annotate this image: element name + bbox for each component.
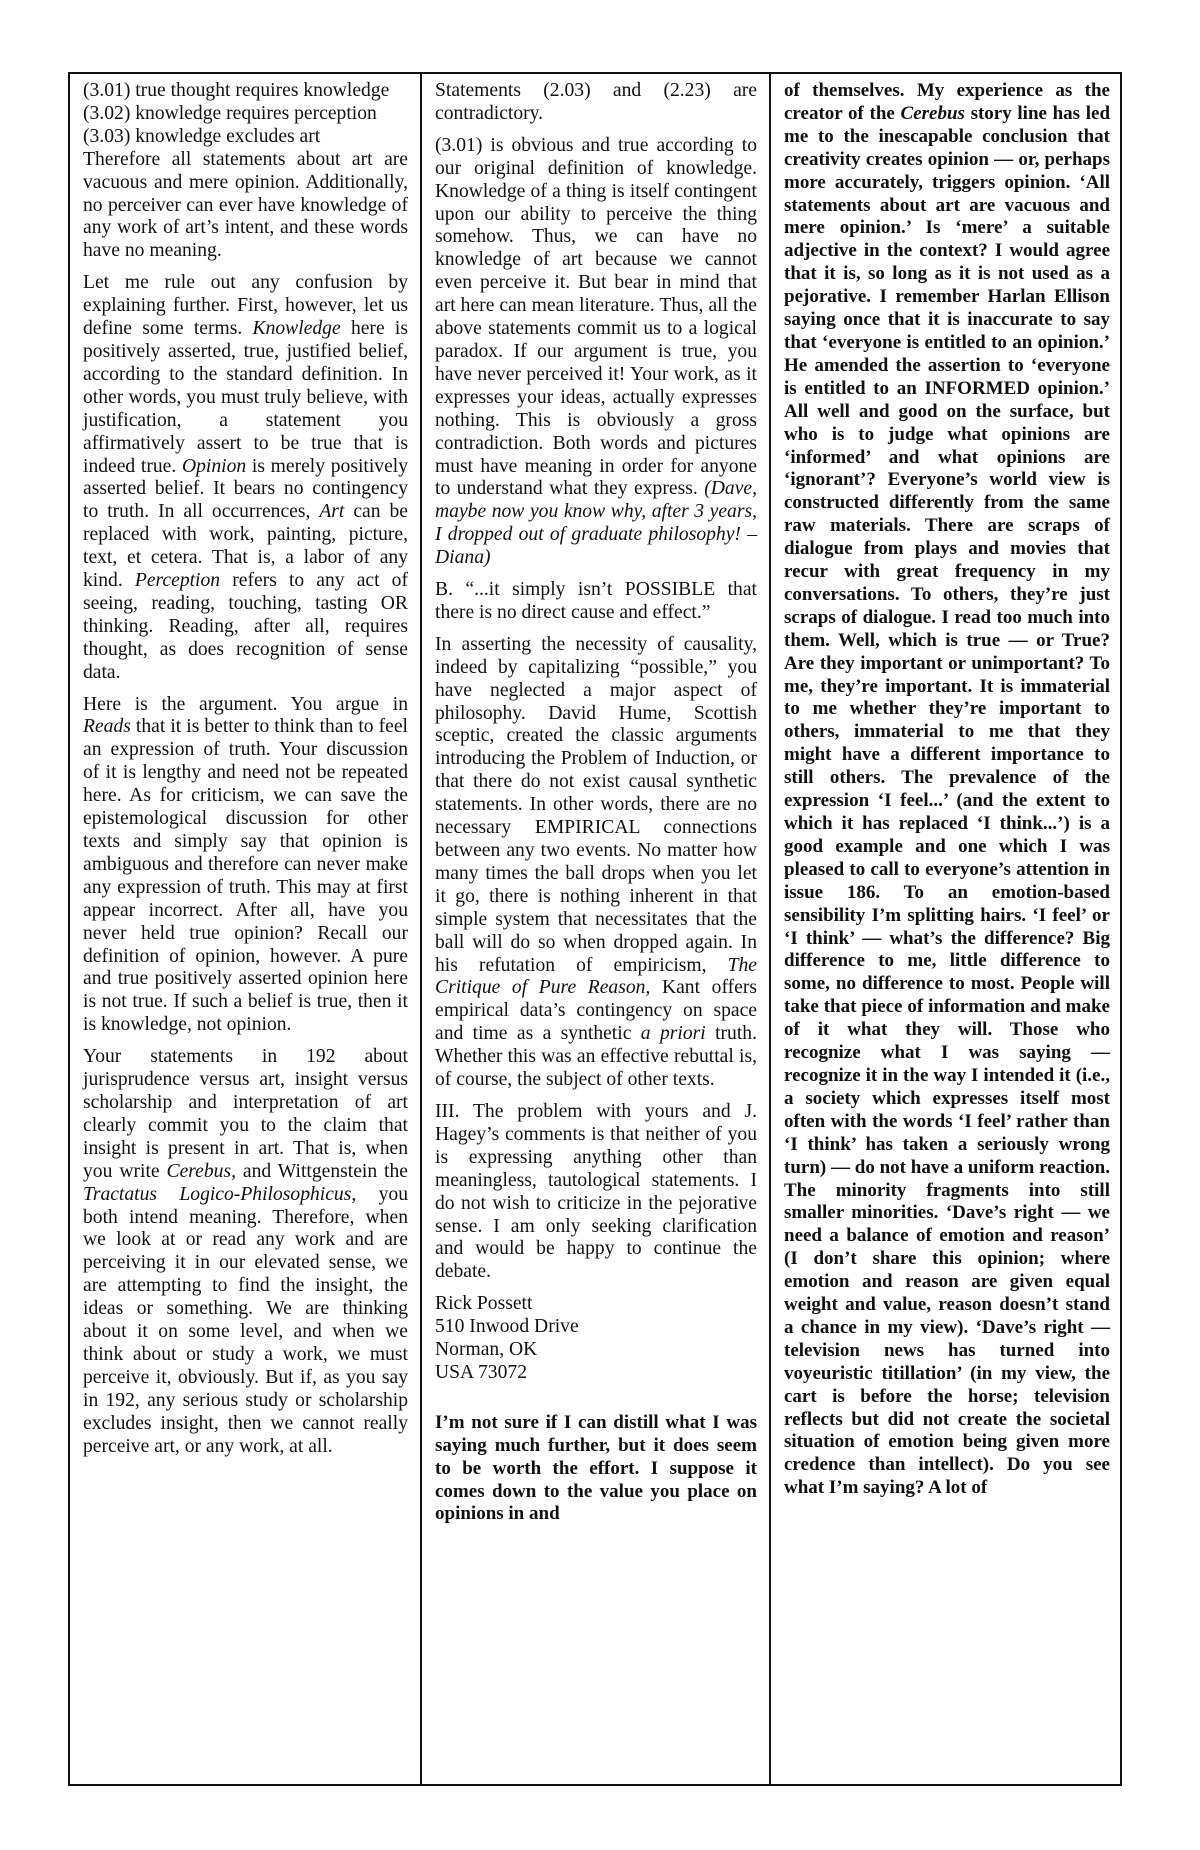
paragraph-section-iii: III. The problem with yours and J. Hagey’s comments is that neither of you is expressing anything other than meaningless, tautological statements. I do not wish to criticize in the pejorative sense. I am only seeking clarification and would be happy to continue the debate. (435, 1100, 757, 1283)
column-3 (771, 74, 1122, 1784)
column-1 (70, 74, 422, 1784)
premise-3-01: (3.01) true thought requires knowledge (83, 80, 390, 101)
signature-city: Norman, OK (435, 1339, 538, 1361)
paragraph-statements-192: Your statements in 192 about jurisprudence versus art, insight versus scholarship and interpretation of art clearly commit you to the claim that insight is present in art. That is, when you write Cerebus, and Wittgenstein the Tractatus Logico-Philosophicus, you both intend meaning. Therefore, when we look at or read any work and are perceiving it in our elevated sense, we are attempting to find the insight, the ideas or something. We are thinking about it on some level, and when we think about or study a work, we must perceive it, obviously. But if, as you say in 192, any serious study or scholarship excludes insight, then we cannot really perceive art, or any work, at all. (83, 1046, 408, 1457)
signature-country: USA 73072 (435, 1361, 527, 1383)
signature-street: 510 Inwood Drive (435, 1316, 579, 1338)
signature-name: Rick Possett (435, 1293, 533, 1315)
paragraph-quote-b: B. “...it simply isn’t POSSIBLE that there is no direct cause and effect.” (435, 579, 757, 623)
reply-start: I’m not sure if I can distill what I was saying much further, but it does seem to be worth the effort. I suppose it comes down to the value you place on opinions in and (435, 1411, 757, 1525)
paragraph-argument: Here is the argument. You argue in Reads that it is better to think than to feel an expression of truth. Your discussion of it is lengthy and need not be repeated here. As for criticism, we can save the epistemological discussion for other texts and simply say that opinion is ambiguous and therefore can never make any expression of truth. This may at first appear incorrect. After all, have you never held true opinion? Recall our definition of opinion, however. A pure and true positively asserted opinion here is not true. If such a belief is true, then it is knowledge, not opinion. (83, 693, 408, 1036)
premise-3-03: (3.03) knowledge excludes art (83, 125, 321, 147)
paragraph-definitions: Let me rule out any confusion by explaining further. First, however, let us define some terms. Knowledge here is positively asserted, true, justified belief, according to the standard definition. In other words, you must truly believe, with justification, a statement you affirmatively assert to be true that is indeed true. Opinion is merely positively asserted belief. It bears no contingency to truth. In all occurrences, Art can be replaced with work, painting, picture, text, et cetera. That is, a labor of any kind. Perception refers to any act of seeing, reading, touching, tasting OR thinking. Reading, after all, requires thought, as does recognition of sense data. (83, 272, 409, 683)
column-2 (422, 74, 771, 1784)
paragraph-contradictory: Statements (2.03) and (2.23) are contradictory. (435, 80, 757, 124)
reply-continued: of themselves. My experience as the creator of the Cerebus story line has led me to the inescapable conclusion that creativity creates opinion — or, perhaps more accurately, triggers opinion. ‘All statements about art are vacuous and mere opinion.’ Is ‘mere’ a suitable adjective in the context? I would agree that it is, so long as it is not used as a pejorative. I remember Harlan Ellison saying once that it is inaccurate to say that ‘everyone is entitled to an opinion.’ He amended the assertion to ‘everyone is entitled to an INFORMED opinion.’ All well and good on the surface, but who is to judge what opinions are ‘informed’ and what opinions are ‘ignorant’? Everyone’s world view is constructed differently from the same raw materials. There are scraps of dialogue from plays and movies that recur with great frequency in my conversations. To others, they’re just scraps of dialogue. I read too much into them. Well, which is true — or True? Are they important or unimportant? To me, they’re important. It is immaterial to me whether they’re important to others, immaterial to me that they might have a different importance to still others. The prevalence of the expression ‘I feel...’ (and the extent to which it has replaced ‘I think...’) is a good example and one which I was pleased to call to everyone’s attention in issue 186. To an emotion-based sensibility I’m splitting hairs. ‘I feel’ or ‘I think’ — what’s the difference? Big difference to me, little difference to some, no difference to most. People will take that piece of information and make of it what they will. Those who recognize what I was saying — recognize it in the way I intended it (i.e., a society which expresses itself most often with the words ‘I feel’ rather than ‘I think’ has taken a seriously wrong turn) — do not have a uniform reaction. The minority fragments into still smaller minorities. ‘Dave’s right — we need a balance of emotion and reason’ (I don’t share this opinion; where emotion and reason are given equal weight and value, reason doesn’t stand a chance in my view). ‘Dave’s right — television news has turned into voyeuristic titillation’ (in my view, the cart is before the horse; television reflects but did not create the societal situation of emotion being given more credence than intellect). Do you see what I’m saying? A lot of (784, 80, 1111, 1499)
premise-3-02: (3.02) knowledge requires perception (83, 102, 377, 124)
paragraph-causality: In asserting the necessity of causality, indeed by capitalizing “possible,” you have neglected a major aspect of philosophy. David Hume, Scottish sceptic, created the classic arguments introducing the Problem of Induction, or that there do not exist causal synthetic statements. In other words, there are no necessary EMPIRICAL connections between any two events. No matter how many times the ball drops when you let it go, there is nothing inherent in that simple system that necessitates that the ball will do so when dropped again. In his refutation of empiricism, The Critique of Pure Reason, Kant offers empirical data’s contingency on space and time as a synthetic a priori truth. Whether this was an effective rebuttal is, of course, the subject of other texts. (435, 633, 757, 1091)
signature-block (435, 1293, 757, 1385)
letters-page (68, 72, 1122, 1786)
paragraph-paradox: (3.01) is obvious and true according to our original definition of knowledge. Knowledge of a thing is itself contingent upon our ability to perceive the thing somehow. Thus, we can have no knowledge of art because we cannot even perceive it. But bear in mind that art here can mean literature. Thus, all the above statements commit us to a logical paradox. If our argument is true, you have never perceived it! Your work, as it expresses your ideas, actually expresses nothing. This is obviously a gross contradiction. Both words and pictures must have meaning in order for anyone to understand what they express. (Dave, maybe now you know why, after 3 years, I dropped out of graduate philosophy! –Diana) (435, 134, 757, 569)
paragraph-conclusion: Therefore all statements about art are vacuous and mere opinion. Additionally, no perceiver can ever have knowledge of any work of art’s intent, and these words have no meaning. (83, 148, 408, 262)
editor-note: (Dave, maybe now you know why, after 3 years, I dropped out of graduate philosophy! –Diana) (435, 478, 757, 569)
